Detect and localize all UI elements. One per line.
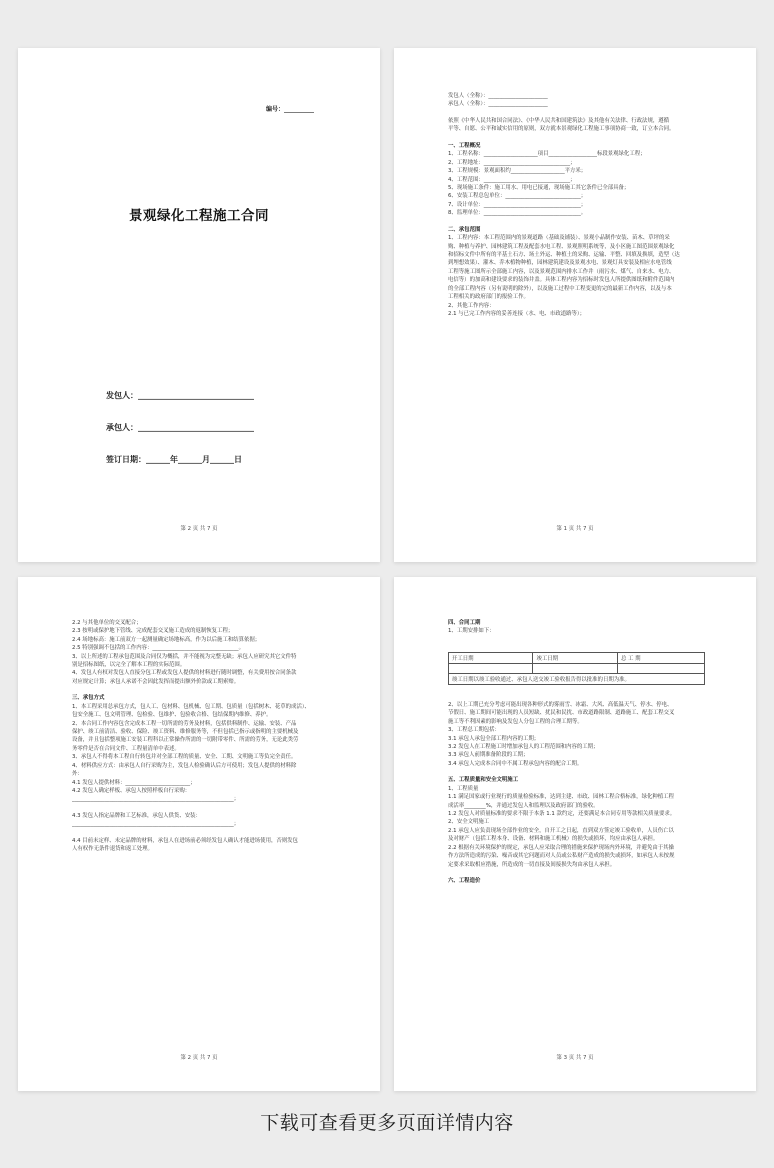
schedule-table — [448, 652, 705, 685]
page-body-top — [448, 619, 702, 636]
contract-title: 景观绿化工程施工合同 — [129, 208, 269, 224]
text-line: 发包人（全称）：______________________ — [448, 93, 548, 99]
text-line: 平等、自愿、公平和诚实信用的原则，双方就本景观绿化工程施工事项协商一致，订立本合同。 — [448, 126, 675, 133]
text-line: 2、本合同工作内容包含完成本工程一切所需的劳务及材料，包括供料制作、运输、安装、产品 — [72, 720, 297, 727]
text-line: 包安全施工、包文明管理、包检验、包维护、包验收合格、包结保期内维修、养护。 — [72, 712, 272, 719]
paragraph-gap — [72, 804, 326, 812]
text-line: 4、材料供应方式：由承包人自行采购为主，发包人检验确认后方可使用；发包人提供的材料除 — [72, 762, 297, 769]
total-duration-header: 总 工 期 — [617, 653, 704, 664]
text-line: ____________________________________________________________； — [72, 821, 240, 828]
text-line: 3.4 承包人完成本合同中不属工程承包内容的配合工期。 — [448, 760, 583, 767]
text-line: 保护、竣工前清洁、验收、保险、竣工资料、维修服务等，不但包括已指示或指明的主要机械及 — [72, 729, 299, 736]
text-line: 2.1 承包人应负责现场全部作业的安全，自开工之日起，直到双方签定竣工验收单，人员伤亡以 — [448, 827, 674, 834]
page-footer: 第 1 页 共 7 页 — [556, 526, 594, 532]
text-line: 2.3 按明或保护地下管线、完成配套交叉施工造成的返制恢复工程； — [72, 628, 234, 635]
text-line: 2、工程地址：________________________________； — [448, 159, 576, 166]
text-line: 六、工程造价 — [448, 878, 481, 885]
paragraph-gap — [448, 869, 702, 877]
text-line: 一、工程概况 — [448, 143, 481, 149]
text-line: 4.3 发包人指定品牌和工艺标准，承包人供货、安装： — [72, 812, 201, 819]
end-date-cell — [533, 664, 617, 674]
download-caption: 下载可查看更多页面详情内容 — [260, 1112, 514, 1134]
text-line: 定要求采取相应措施，所造成的一切直接及间接损失均由承包人承担。 — [448, 861, 616, 868]
text-line: 二、承包范围 — [448, 226, 481, 233]
text-line: 5、现场施工条件：施工用水、用电已接通，现场施工其它条件已全部具备； — [448, 185, 630, 192]
paragraph-gap — [72, 829, 326, 837]
text-line: 4.4 目前未定样、未定品牌的材料，承包人在进场前必须经发包人确认才能进场使用，否则发包 — [72, 837, 298, 844]
text-line: 8、监理单位：____________________________________。 — [448, 210, 587, 217]
text-line: 五、工程质量和安全文明施工 — [448, 777, 519, 784]
text-line: 2.2 与其他单位的交叉配合； — [72, 620, 142, 626]
text-line: 2.5 特别强调不包括的工作内容：________________________________。 — [72, 645, 245, 652]
text-line: 1、本工程采用总承包方式，包人工、包材料、包机械、包工期、包质量（包括树木、花草的成活）、 — [72, 703, 310, 710]
text-line: 1、工程质量 — [448, 785, 479, 792]
contract-page-4 — [394, 577, 756, 1091]
paragraph-gap — [448, 768, 702, 776]
text-line: 作方法所造成的污染、噪音或其它问题而对人员或公私财产造成的损失或损坏，如承包人未按规 — [448, 853, 675, 860]
text-line: 3.1 承包人承包全部工程内容的工期； — [448, 735, 540, 742]
text-line: 别是招标图纸，以完全了解本工程的实际范围。 — [72, 662, 186, 669]
start-date-cell — [449, 664, 533, 674]
total-duration-cell — [617, 664, 704, 674]
text-line: 1、工程名称：____________________项目__________________标段景观绿化工程； — [448, 151, 646, 158]
text-line: 工程等施工图所示全部施工内容，以及景观范围内排水工作井（雨污水、煤气、自来水、电力、 — [448, 268, 675, 275]
page-body-bottom — [448, 701, 702, 886]
text-line: 2、其他工作内容： — [448, 302, 495, 309]
text-line: 1、工期安排如下： — [448, 628, 495, 635]
text-line: 3、以上所述的工程承包范围及合同仅为概括，并不能视为完整无缺；承包人应研究其它文件特 — [72, 653, 297, 660]
text-line: 承包人（全称）：______________________ — [448, 101, 548, 108]
text-line: 及对财产（包括工程本身、设备、材料和施工机械）的损失或损坏，均应由承包人承担。 — [448, 836, 659, 843]
page-footer: 第 2 页 共 7 页 — [180, 526, 218, 532]
start-date-header: 开工日期 — [449, 653, 533, 664]
text-line: 购、种植与养护、园林建筑工程及配套水电工程、景观照明系统等，及小区施工图范围景观绿化 — [448, 243, 675, 250]
text-line: 4、发包人有权对发包人直接分包工程或发包人提供的材料进行随时调整，有关费用按合同条款 — [72, 670, 297, 677]
text-line: 和招标文件中所有的平基土石方、场土外运、种植土的采购、运输、平整、回填及换填，造型（达 — [448, 252, 680, 259]
text-line: 4.2 发包人确定样板、承包人按照样板自行采购： — [72, 787, 191, 794]
party-b-line: 承包人：_____________________________ — [106, 423, 254, 432]
sign-date-line: 签订日期：______年______月______日 — [106, 455, 242, 464]
text-line: 施工等不利因素的影响及发包人分包工程的合理工期等。 — [448, 718, 583, 725]
text-line: 成活率________%，并通过发包人和监理以及政府部门的验收。 — [448, 802, 599, 809]
text-line: 4.1 发包人提供材料：________________________； — [72, 779, 196, 786]
text-line: ____________________________________________________________； — [72, 796, 240, 803]
table-row — [449, 674, 705, 685]
text-line: 3、工程总工期包括： — [448, 727, 500, 734]
text-line: 2、以上工期已充分考虑可能出现各种形式的雾雨雪、冰霜、大风、高低温天气、停水、停电、 — [448, 702, 673, 708]
paragraph-gap — [448, 109, 702, 117]
text-line: 1.2 发包人对质量标准的要求不限于本条 1.1 款约定，还要满足本合同专用等款相关质量要求。 — [448, 811, 676, 818]
text-line: 4、工程范围：________________________________； — [448, 176, 576, 183]
text-line: 2.4 场地标高：施工前双方一起测量确定场地标高，作为以后施工和结算依据； — [72, 636, 261, 643]
page-body — [72, 619, 326, 854]
text-line: 四、合同工期 — [448, 620, 481, 626]
text-line: 的全部工程内容（另有说明的除外），以及施工过程中工程变更的完的最新工作内容，以及与本 — [448, 285, 672, 292]
party-a-line: 发包人：_____________________________ — [106, 391, 254, 400]
text-line: 2、安全文明施工 — [448, 819, 490, 826]
page-footer: 第 2 页 共 7 页 — [180, 1055, 218, 1061]
paragraph-gap — [72, 686, 326, 694]
page-body — [448, 92, 702, 318]
text-line: 工程相关的政府部门的报验工作。 — [448, 294, 529, 301]
text-line: 3、工程规模：景观面积约____________________平方米； — [448, 168, 587, 175]
paragraph-gap — [448, 218, 702, 226]
table-row — [449, 653, 705, 664]
table-note: 竣工日期以竣工验收通过、承包人送交竣工验收报告得以批准的日期为准。 — [449, 674, 705, 685]
text-line: 设备，并且包括整项施工安装工程科以正常操作所需的一切附带零件、所需的劳务，无论此类劳 — [72, 737, 299, 744]
contract-page-3 — [18, 577, 380, 1091]
text-line: 节假日、施工期间可能出现的人员短缺、扰民和民扰、市政道路限制、道路施工、配套工程交叉 — [448, 710, 675, 717]
table-row — [449, 664, 705, 674]
contract-page-2 — [394, 48, 756, 562]
text-line: 7、设计单位：____________________________________； — [448, 201, 587, 208]
text-line: 务零件是否在合同文件、工程量清单中表述。 — [72, 745, 180, 752]
text-line: 3、承包人不得将本工程自行转包并对全部工程的质量、安全、工期、文明施工等负完全责任。 — [72, 754, 297, 761]
text-line: 人有权作无条件退货和返工处理。 — [72, 846, 153, 853]
contract-number-label: 编号：__________ — [266, 106, 315, 113]
text-line: 到埋想效果）、灌木、乔木植物种植，园林建筑建设及景观水电、景观灯具安装及相应水电管线 — [448, 260, 672, 267]
text-line: 2.1 与已完工作内容的妥善连接（水、电、市政道路等）； — [448, 310, 585, 317]
text-line: 3.2 发包人在工程施工时增加承包人的工程范围和内容的工期； — [448, 744, 599, 751]
text-line: 依照《中华人民共和国合同法》、《中华人民共和国建筑法》及其他有关法律、行政法规，遵循 — [448, 118, 670, 124]
text-line: 外： — [72, 771, 83, 778]
text-line: 三、承包方式 — [72, 695, 105, 702]
text-line: 3.3 承包人前期准备阶段的工期； — [448, 752, 529, 759]
text-line: 对应规定计算；承包人承诺不会因此发挥而提出额外价款或工期索赔。 — [72, 678, 240, 685]
text-line: 1、工程内容：本工程范围内的景观道路（基础及铺装）、景观小品制作安装、苗木、草坪的采 — [448, 235, 670, 242]
end-date-header: 竣工日期 — [533, 653, 617, 664]
page-footer: 第 3 页 共 7 页 — [556, 1055, 594, 1061]
text-line: 6、安装工程总包单位：____________________________； — [448, 193, 587, 200]
text-line: 1.1 满足国家或行业现行的质量检验标准，达到主建、市政、园林工程合格标准，绿化种植工程 — [448, 794, 674, 801]
cover-page — [18, 48, 380, 562]
text-line: 2.2 根据有关环境保护的规定，承包人应采取合理的措施来保护现场内外环境，并避免由于其操 — [448, 844, 674, 851]
text-line: 电信等）的加高和建设要求的装饰井盖。具体工程内容为招标时发包人所提供图纸和附件范围内 — [448, 277, 675, 284]
paragraph-gap — [448, 134, 702, 142]
